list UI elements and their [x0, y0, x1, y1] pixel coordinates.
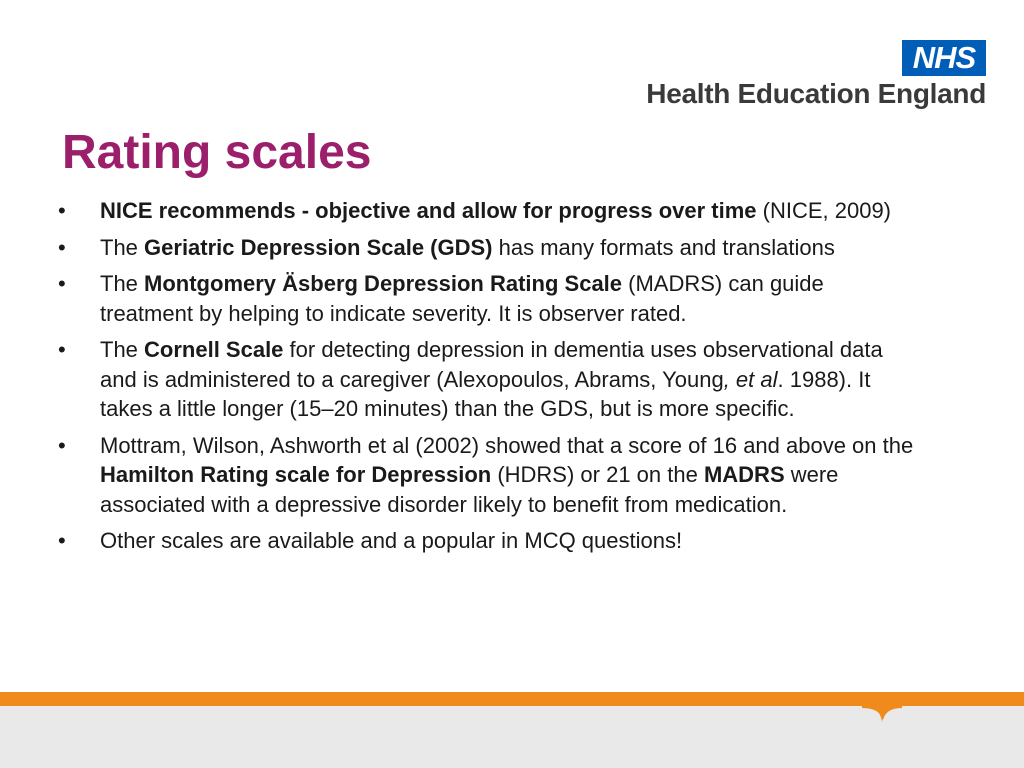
- bullet-text: has many formats and translations: [492, 234, 835, 260]
- bullet-text: Mottram, Wilson, Ashworth et al (2002) showed that a score of 16 and above on the: [100, 432, 914, 458]
- org-name: Health Education England: [646, 78, 986, 109]
- bullet-italic-text: , et al: [723, 366, 778, 392]
- bullet-marker: •: [58, 234, 66, 260]
- bullet-item: [58, 335, 918, 424]
- bullet-list: [58, 196, 918, 563]
- bullet-text: (NICE, 2009): [756, 198, 892, 223]
- bullet-text: . 1988). It takes a little longer (15–20 minutes) than the GDS, but is more specific.: [100, 366, 871, 421]
- bullet-text: (HDRS) or 21 on the: [491, 462, 704, 487]
- bullet-bold-text: NICE recommends - objective and allow for progress over time: [100, 198, 757, 223]
- bullet-marker: •: [58, 337, 66, 362]
- bullet-text: The: [100, 234, 145, 260]
- nhs-logo-box: NHS: [902, 40, 986, 76]
- bullet-bold-text: Montgomery Äsberg Depression Rating Scale: [144, 271, 623, 296]
- bullet-marker: •: [58, 198, 66, 223]
- bullet-text: The: [100, 337, 145, 362]
- bullet-marker: •: [58, 432, 66, 458]
- bullet-text: Other scales are available and a popular in MCQ questions!: [100, 528, 683, 553]
- nhs-hee-logo: [636, 40, 986, 110]
- footer-notch: [862, 704, 902, 724]
- bullet-text: were associated with a depressive disorder likely to benefit from medication.: [100, 462, 839, 517]
- bullet-bold-text: Geriatric Depression Scale (GDS): [144, 234, 493, 260]
- bullet-bold-text: Cornell Scale: [144, 337, 284, 362]
- bullet-text: (MADRS) can guide treatment by helping to indicate severity. It is observer rated.: [100, 271, 824, 326]
- bullet-item: [58, 526, 918, 556]
- bullet-item: [58, 233, 918, 263]
- bullet-text: The: [100, 271, 145, 296]
- bullet-item: [58, 269, 918, 328]
- bullet-marker: •: [58, 528, 66, 553]
- bullet-text: for detecting depression in dementia uses observational data and is administered to a caregiver (Alexopoulos, Abrams, Young: [100, 337, 883, 392]
- bullet-marker: •: [58, 271, 66, 296]
- slide-title: Rating scales: [62, 126, 372, 179]
- bullet-bold-text: MADRS: [703, 462, 785, 487]
- bullet-bold-text: Hamilton Rating scale for Depression: [100, 462, 492, 487]
- bullet-item: [58, 196, 918, 226]
- bullet-item: [58, 431, 918, 520]
